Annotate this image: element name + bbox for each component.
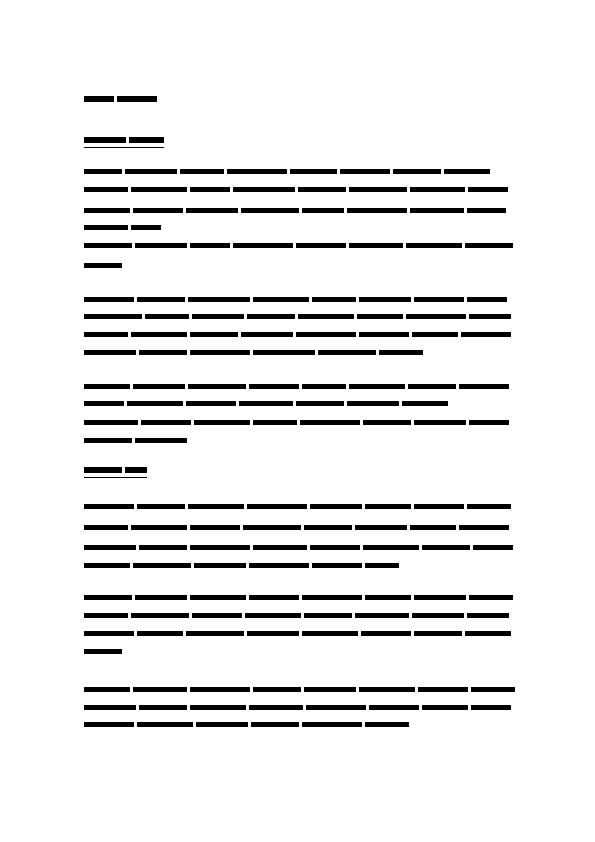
section-heading <box>84 137 164 145</box>
section-heading <box>84 467 147 475</box>
document-title <box>84 96 157 104</box>
